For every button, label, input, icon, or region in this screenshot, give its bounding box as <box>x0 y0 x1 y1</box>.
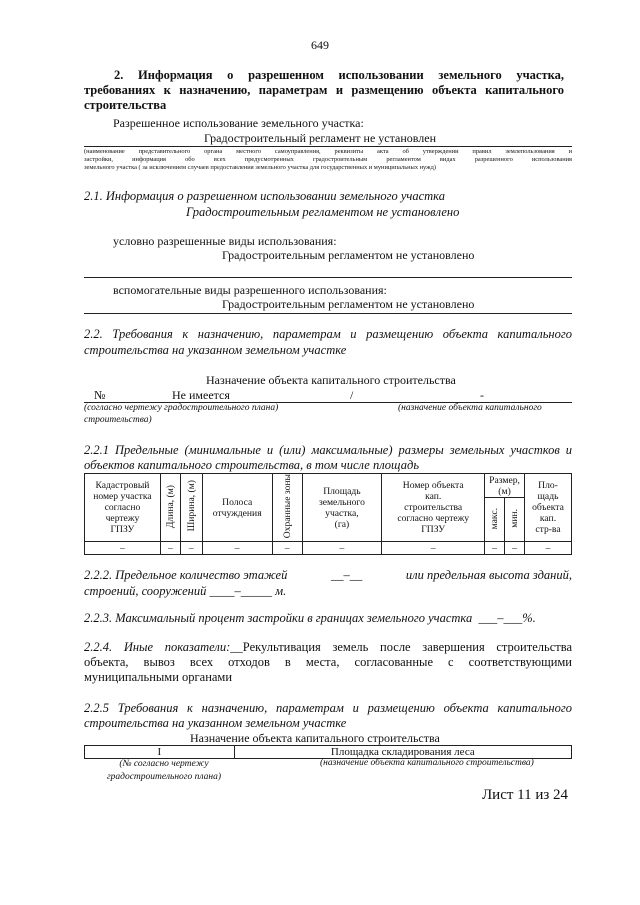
s2-1-value: Градостроительным регламентом не установлено <box>186 205 460 219</box>
permitted-use-value: Градостроительный регламент не установлен <box>204 131 436 145</box>
table-cell: – <box>202 542 272 555</box>
header-strip: Полоса отчуждения <box>202 474 272 542</box>
header-max: макс. <box>485 498 505 542</box>
dimensions-table <box>84 473 572 555</box>
note-line2: застройки, информация обо всех предусмотренных градостроительным регламентом видах разрешенного использования <box>84 156 572 163</box>
auxiliary-use-value: Градостроительным регламентом не установлено <box>222 297 475 311</box>
underline <box>84 146 572 147</box>
page-number: 649 <box>311 38 329 52</box>
s2-2-4: 2.2.4. Иные показатели:__Рекультивация земель после завершения строительства объекта, вывоз всех отходов в места, согласованные с соответствующими муниципальными органами <box>84 640 572 684</box>
section-title <box>84 68 564 113</box>
table-cell: – <box>160 542 180 555</box>
table-cell: – <box>302 542 382 555</box>
sheet-number: Лист 11 из 24 <box>482 787 569 803</box>
table-cell: – <box>485 542 505 555</box>
s2-2-2-line2: строений, сооружений ____–_____ м. <box>84 584 287 598</box>
conditional-use-label: условно разрешенные виды использования: <box>113 234 337 248</box>
section-title-line3: строительства <box>84 98 167 112</box>
number-label: № <box>94 388 106 402</box>
header-min: мин. <box>505 498 525 542</box>
header-object-area: Пло- щадь объекта кап. стр-ва <box>525 474 572 542</box>
s2-2-3: 2.2.3. Максимальный процент застройки в границах земельного участка ___–___%. <box>84 611 536 625</box>
s2-2-title-line2: строительства на указанном земельном участке <box>84 343 347 357</box>
table-cell: – <box>505 542 525 555</box>
number-value: Не имеется <box>172 388 230 402</box>
table-cell: – <box>180 542 202 555</box>
s2-2-1-title-line1: 2.2.1 Предельные (минимальные и (или) максимальные) размеры земельных участков и <box>84 443 572 457</box>
header-protected: Охранные зоны <box>272 474 302 542</box>
section-title-line1: 2. Информация о разрешенном использовании земельного участка, <box>114 68 564 82</box>
divider <box>84 277 572 278</box>
slash: / <box>350 388 354 402</box>
object-number-cell: I <box>85 746 235 759</box>
dash: - <box>480 388 484 402</box>
section-title-line2: требованиях к назначению, параметрам и размещению объекта капитального <box>84 83 564 97</box>
s2-1-title: 2.1. Информация о разрешенном использовании земельного участка <box>84 189 445 203</box>
purpose-table <box>84 745 572 759</box>
divider <box>84 313 572 314</box>
caption-purpose: (назначение объекта капитального строительства) <box>320 758 534 768</box>
s2-2-5-title-line1: 2.2.5 Требования к назначению, параметрам и размещению объекта капитального <box>84 701 572 715</box>
header-size: Размер, (м) <box>485 474 525 498</box>
s2-2-2-line1: 2.2.2. Предельное количество этажей __–__ или предельная высота зданий, <box>84 568 572 582</box>
header-area: Площадь земельного участка, (га) <box>302 474 382 542</box>
note-line3: земельного участка ( за исключением случаев предоставления земельного участка для государственных и муниципальных нужд) <box>84 164 436 171</box>
header-length: Длина, (м) <box>160 474 180 542</box>
s2-2-5-title-line2: строительства на указанном земельном участке <box>84 716 347 730</box>
table-cell: – <box>85 542 161 555</box>
conditional-use-value: Градостроительным регламентом не установлено <box>222 248 475 262</box>
purpose-label-2: Назначение объекта капитального строительства <box>190 731 440 745</box>
caption-left-2: строительства) <box>84 415 152 425</box>
permitted-use-label: Разрешенное использование земельного участка: <box>113 116 364 130</box>
header-width: Ширина, (м) <box>180 474 202 542</box>
header-object-no: Номер объекта кап. строительства согласно чертежу ГПЗУ <box>382 474 485 542</box>
header-cadastral: Кадастровый номер участка согласно чертежу ГПЗУ <box>85 474 161 542</box>
s2-2-title-line1: 2.2. Требования к назначению, параметрам и размещению объекта капитального <box>84 327 572 341</box>
auxiliary-use-label: вспомогательные виды разрешенного использования: <box>113 283 387 297</box>
s2-2-1-title-line2: объектов капитального строительства, в том числе площадь <box>84 458 420 472</box>
table-cell: – <box>272 542 302 555</box>
caption-right: (назначение объекта капитального <box>398 403 542 413</box>
caption-number: (№ согласно чертежу градостроительного плана) <box>106 759 222 782</box>
table-cell: – <box>382 542 485 555</box>
table-cell: – <box>525 542 572 555</box>
purpose-label: Назначение объекта капитального строительства <box>206 373 456 387</box>
object-purpose-cell: Площадка складирования леса <box>234 746 571 759</box>
caption-left: (согласно чертежу градостроительного плана) <box>84 403 279 413</box>
note-line1: (наименование представительного органа местного самоуправления, реквизиты акта об утверждении правил землепользования и <box>84 148 572 155</box>
permitted-use-note <box>84 148 572 172</box>
